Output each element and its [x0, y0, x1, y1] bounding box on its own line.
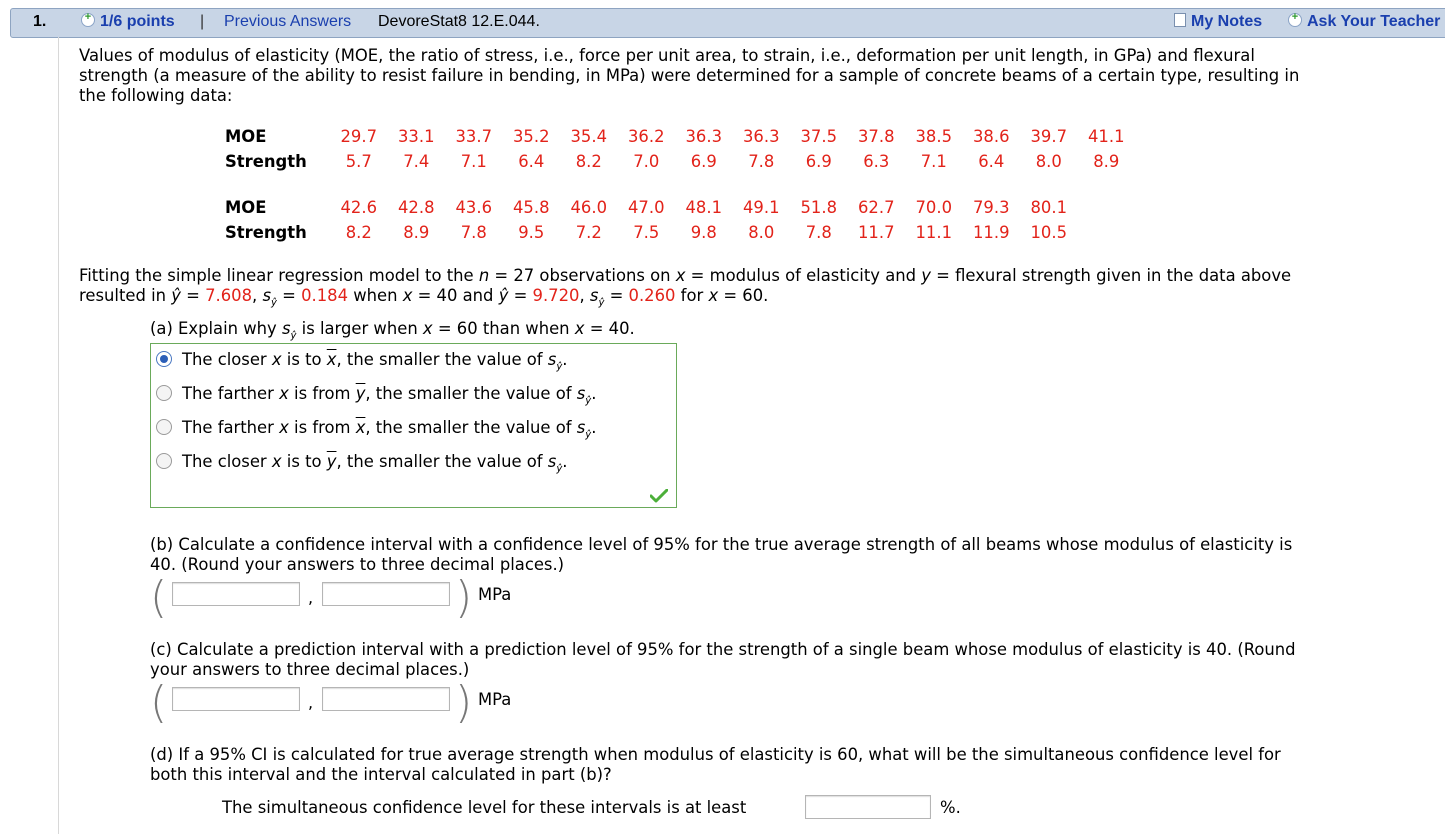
moe-label: MOE — [225, 198, 267, 217]
strength-value: 5.7 — [345, 152, 372, 171]
answer-choices — [150, 343, 677, 508]
yhat-value-60: 9.720 — [532, 286, 580, 305]
moe-value: 39.7 — [1030, 127, 1067, 146]
left-paren: ( — [150, 677, 168, 728]
my-notes-button[interactable] — [1174, 13, 1262, 31]
moe-row — [225, 124, 1135, 149]
problem-source: DevoreStat8 12.E.044. — [378, 13, 540, 30]
strength-value: 7.0 — [633, 152, 660, 171]
strength-label: Strength — [225, 152, 307, 171]
strength-row — [225, 220, 1078, 245]
strength-value: 9.8 — [690, 223, 717, 242]
pi-upper-input[interactable] — [322, 687, 450, 711]
header-separator: | — [200, 13, 205, 30]
strength-value: 7.8 — [748, 152, 775, 171]
intro-line: Values of modulus of elasticity (MOE, the ratio of stress, i.e., force per unit area, to strain, i.e., deformation per unit length, in GPa) and flexural — [79, 46, 1255, 65]
unit-label: MPa — [478, 585, 512, 604]
percent-label: %. — [940, 798, 961, 817]
strength-value: 6.3 — [863, 152, 890, 171]
unit-label: MPa — [478, 690, 512, 709]
strength-value: 11.1 — [915, 223, 952, 242]
plus-icon — [81, 13, 95, 27]
strength-value: 6.9 — [805, 152, 832, 171]
part-c-prompt — [150, 640, 1440, 680]
ci-upper-input[interactable] — [322, 582, 450, 606]
prompt-line: (c) Calculate a prediction interval with a prediction level of 95% for the strength of a single beam whose modulus of elasticity is 40. (Round — [150, 640, 1296, 659]
moe-value: 48.1 — [685, 198, 722, 217]
moe-value: 37.8 — [858, 127, 895, 146]
sy-value-40: 0.184 — [301, 286, 349, 305]
moe-value: 38.5 — [915, 127, 952, 146]
data-table-2 — [225, 195, 1078, 245]
choice-2[interactable]: The farther x is from $\overline{y}$, the smaller the value of $s_ŷ$. — [156, 384, 596, 408]
moe-value: 46.0 — [570, 198, 607, 217]
strength-value: 7.8 — [805, 223, 832, 242]
left-paren: ( — [150, 572, 168, 623]
moe-value: 43.6 — [455, 198, 492, 217]
strength-value: 8.0 — [1035, 152, 1062, 171]
strength-value: 10.5 — [1030, 223, 1067, 242]
moe-value: 29.7 — [340, 127, 377, 146]
moe-value: 36.3 — [743, 127, 780, 146]
strength-value: 8.2 — [575, 152, 602, 171]
strength-value: 6.9 — [690, 152, 717, 171]
prompt-line: (d) If a 95% CI is calculated for true average strength when modulus of elasticity is 60, what will be the simultaneous confidence level for — [150, 745, 1281, 764]
confidence-level-input[interactable] — [805, 795, 931, 819]
yhat-value-40: 7.608 — [205, 286, 253, 305]
moe-value: 47.0 — [628, 198, 665, 217]
data-table-1 — [225, 124, 1135, 174]
moe-value: 62.7 — [858, 198, 895, 217]
moe-value: 38.6 — [973, 127, 1010, 146]
content-divider — [58, 37, 59, 834]
moe-value: 49.1 — [743, 198, 780, 217]
strength-row — [225, 149, 1135, 174]
fitting-text — [79, 266, 1439, 313]
strength-value: 9.5 — [518, 223, 545, 242]
intro-line: strength (a measure of the ability to resist failure in bending, in MPa) were determined for a sample of concrete beams of a certain type, resulting in — [79, 66, 1300, 85]
strength-value: 11.7 — [858, 223, 895, 242]
strength-value: 6.4 — [518, 152, 545, 171]
strength-value: 7.1 — [920, 152, 947, 171]
choice-3[interactable]: The farther x is from $\overline{x}$, the smaller the value of $s_ŷ$. — [156, 418, 596, 442]
strength-value: 8.0 — [748, 223, 775, 242]
points-label: 1/6 points — [100, 13, 175, 30]
answer-label: The simultaneous confidence level for these intervals is at least — [222, 798, 747, 817]
moe-value: 36.2 — [628, 127, 665, 146]
moe-value: 42.6 — [340, 198, 377, 217]
moe-value: 41.1 — [1088, 127, 1125, 146]
moe-value: 36.3 — [685, 127, 722, 146]
strength-value: 6.4 — [978, 152, 1005, 171]
pi-lower-input[interactable] — [172, 687, 300, 711]
fitting-line-1: Fitting the simple linear regression model to the n = 27 observations on x = modulus of elasticity and y = flexural strength given in the data above — [79, 266, 1292, 285]
fitting-line-2: resulted in ŷ = 7.608, $s_ŷ = 0.184$ when x = 40 and ŷ = 9.720, $s_ŷ = 0.260$ for x = 60. — [79, 286, 769, 309]
notes-icon — [1174, 13, 1186, 27]
moe-value: 35.2 — [513, 127, 550, 146]
prompt-line: both this interval and the interval calculated in part (b)? — [150, 765, 612, 784]
radio-selected[interactable] — [156, 351, 172, 367]
previous-answers-link[interactable]: Previous Answers — [224, 13, 352, 30]
moe-value: 35.4 — [570, 127, 607, 146]
strength-value: 11.9 — [973, 223, 1010, 242]
strength-value: 8.2 — [345, 223, 372, 242]
moe-value: 79.3 — [973, 198, 1010, 217]
moe-value: 37.5 — [800, 127, 837, 146]
strength-value: 7.4 — [403, 152, 430, 171]
part-a-prompt: (a) Explain why $s_ŷ$ is larger when x = 60 than when x = 40. — [150, 319, 635, 342]
strength-value: 7.8 — [460, 223, 487, 242]
moe-value: 80.1 — [1030, 198, 1067, 217]
question-header — [10, 8, 1445, 38]
part-b-prompt — [150, 535, 1440, 575]
ask-teacher-button[interactable] — [1288, 13, 1440, 31]
points-toggle[interactable] — [81, 13, 175, 31]
radio-unselected[interactable] — [156, 385, 172, 401]
strength-value: 8.9 — [403, 223, 430, 242]
right-paren: ) — [455, 572, 473, 623]
strength-value: 7.2 — [575, 223, 602, 242]
ask-teacher-label: Ask Your Teacher — [1307, 13, 1441, 30]
choice-1[interactable]: The closer x is to $\overline{x}$, the smaller the value of $s_ŷ$. — [156, 350, 567, 374]
strength-value: 7.5 — [633, 223, 660, 242]
moe-label: MOE — [225, 127, 267, 146]
prompt-line: (b) Calculate a confidence interval with a confidence level of 95% for the true average strength of all beams whose modulus of elasticity is — [150, 535, 1293, 554]
radio-unselected[interactable] — [156, 419, 172, 435]
prompt-line: 40. (Round your answers to three decimal places.) — [150, 555, 565, 574]
strength-label: Strength — [225, 223, 307, 242]
moe-row — [225, 195, 1078, 220]
comma: , — [308, 693, 314, 712]
moe-value: 70.0 — [915, 198, 952, 217]
question-number: 1. — [33, 13, 47, 30]
strength-value: 8.9 — [1093, 152, 1120, 171]
moe-value: 33.1 — [398, 127, 435, 146]
sy-value-60: 0.260 — [628, 286, 676, 305]
plus-icon — [1288, 13, 1302, 27]
checkmark-icon — [650, 489, 668, 503]
intro-line: the following data: — [79, 86, 233, 105]
intro-text — [79, 46, 1439, 106]
prompt-line: your answers to three decimal places.) — [150, 660, 470, 679]
part-d-prompt — [150, 745, 1440, 785]
radio-unselected[interactable] — [156, 453, 172, 469]
moe-value: 33.7 — [455, 127, 492, 146]
right-paren: ) — [455, 677, 473, 728]
my-notes-label: My Notes — [1191, 13, 1263, 30]
strength-value: 7.1 — [460, 152, 487, 171]
comma: , — [308, 588, 314, 607]
moe-value: 51.8 — [800, 198, 837, 217]
choice-4[interactable]: The closer x is to $\overline{y}$, the smaller the value of $s_ŷ$. — [156, 452, 567, 476]
moe-value: 42.8 — [398, 198, 435, 217]
moe-value: 45.8 — [513, 198, 550, 217]
ci-lower-input[interactable] — [172, 582, 300, 606]
